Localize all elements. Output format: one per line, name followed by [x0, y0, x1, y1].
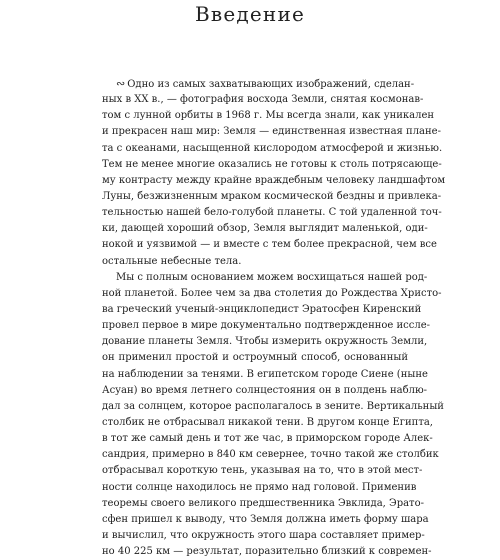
text-line: Тем не менее многие оказались не готовы к столь потрясающе-	[102, 158, 442, 170]
chapter-title: Введение	[194, 2, 306, 26]
text-line: Асуан) во время летнего солнцестояния он в полдень наблю-	[102, 384, 428, 396]
text-line: та с океанами, насыщенной кислородом атмосферой и жизнью.	[102, 142, 443, 154]
text-line: столбик не отбрасывал никакой тени. В другом конце Египта,	[102, 416, 433, 428]
text-line: ных в XX в., — фотография восхода Земли, снятая космонав-	[102, 94, 424, 106]
text-line: сфен пришел к выводу, что Земля должна иметь форму шара	[102, 513, 429, 525]
text-line: Мы с полным основанием можем восхищаться нашей род-	[116, 271, 428, 283]
text-line: в тот же самый день и тот же час, в приморском городе Алек-	[102, 433, 433, 445]
text-line: ности солнце находилось не прямо над головой. Применив	[102, 481, 417, 493]
text-line: му контрасту между крайне враждебным человеку ландшафтом	[102, 174, 446, 186]
text-line: тельностью нашей бело-голубой планеты. С той удаленной точ-	[102, 207, 442, 219]
text-line: но 40 225 км — результат, поразительно близкий к современ-	[102, 546, 432, 558]
text-line: дал за солнцем, которое располагалось в зените. Вертикальный	[102, 400, 444, 412]
text-line: нокой и уязвимой — и вместе с тем более прекрасной, чем все	[102, 239, 437, 251]
text-line: дование планеты Земля. Чтобы измерить окружность Земли,	[102, 336, 428, 348]
text-line: ки, дающей хороший обзор, Земля выглядит маленькой, оди-	[102, 223, 428, 235]
text-line: ∾ Одно из самых захватывающих изображений, сделан-	[116, 77, 415, 90]
text-line: ва греческий ученый-энциклопедист Эратосфен Киренский	[102, 303, 422, 315]
text-line: сандрия, примерно в 840 км севернее, точно такой же столбик	[102, 449, 439, 461]
body-text	[102, 76, 446, 560]
text-line: и прекрасен наш мир: Земля — единственная известная плане-	[102, 126, 441, 138]
text-line: теоремы своего великого предшественника Эвклида, Эрато-	[102, 497, 424, 509]
text-line: Луны, безжизненным мраком космической бездны и привлека-	[102, 190, 442, 202]
text-line: провел первое в мире документально подтвержденное иссле-	[102, 320, 431, 332]
text-line: отбрасывал короткую тень, указывая на то, что в этой мест-	[102, 465, 423, 477]
paragraph-ornament-icon: ∾	[116, 77, 126, 90]
text-line: он применил простой и остроумный способ, основанный	[102, 352, 408, 364]
text-line: ной планетой. Более чем за два столетия до Рождества Христо-	[102, 287, 442, 299]
text-line: и вычислил, что окружность этого шара составляет пример-	[102, 529, 425, 541]
text-line: том с лунной орбиты в 1968 г. Мы всегда знали, как уникален	[102, 110, 435, 122]
text-line: остальные небесные тела.	[102, 255, 242, 267]
text-line: на наблюдении за тенями. В египетском городе Сиене (ныне	[102, 368, 428, 380]
